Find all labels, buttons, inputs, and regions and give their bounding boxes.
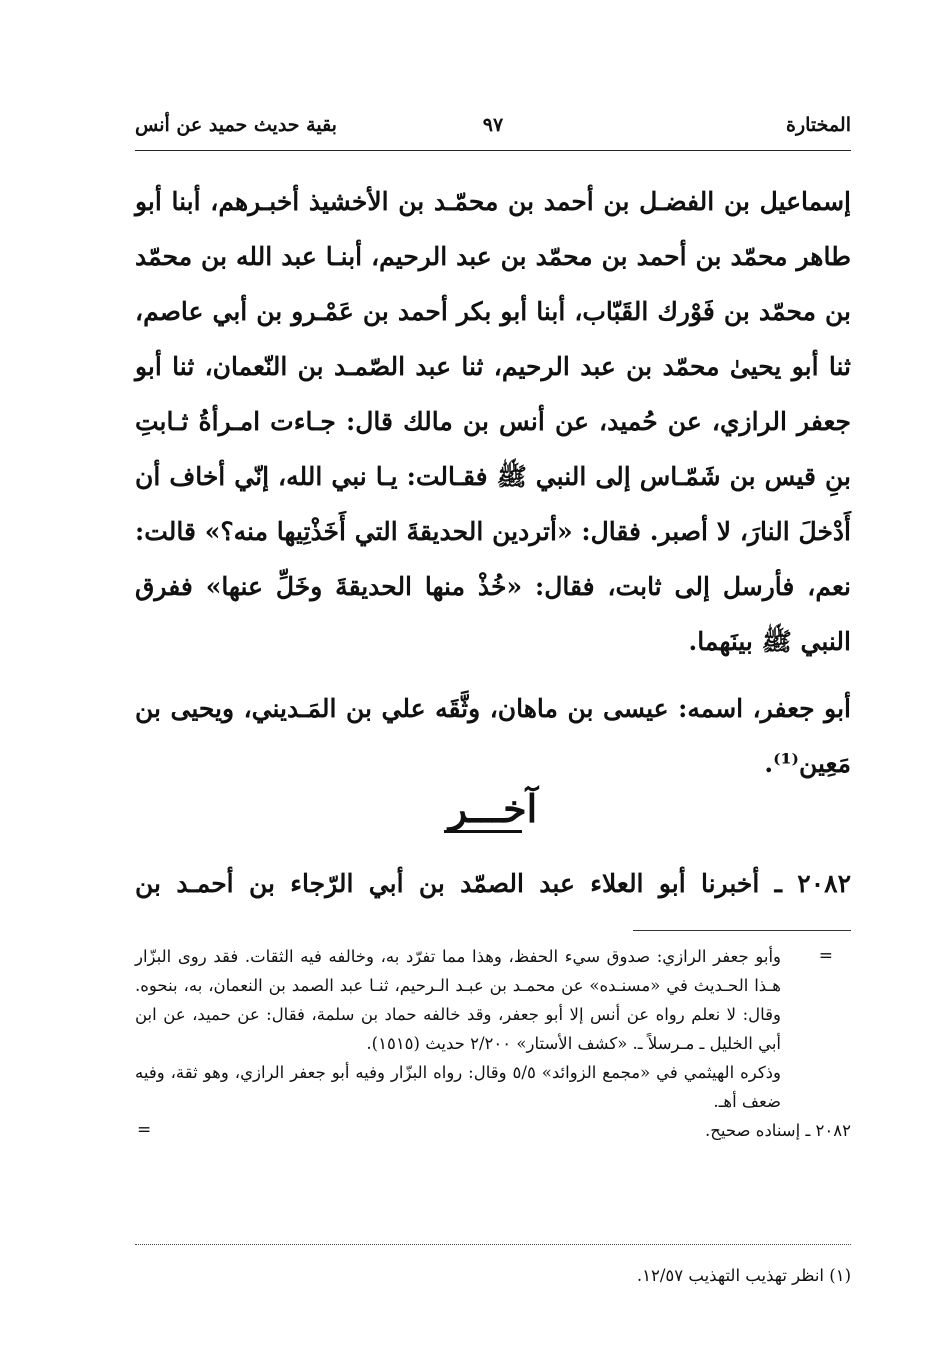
isnad-paragraph: إسماعيل بن الفضـل بن أحمد بن محمّـد بن الأخشيذ أخبـرهم، أبنا أبو طاهر محمّد بن أحمد بن محمّد بن عبد الرحيم، أبنـا عبد الله بن محمّد بن محمّد بن فَوْرك القَبّاب، أبنا أبو بكر أحمد بن عَمْـرو بن أبي عاصم، ثنا أبو يحيىٰ محمّد بن عبد الرحيم، ثنا عبد الصّمـد بن النّعمان، ثنا أبو جعفر الرازي، عن حُميد، عن أنس بن مالك قال: جـاءت امـرأةُ ثـابتِ بنِ قيس بن شَمّـاس إلى النبي ﷺ فقـالت: يـا نبي الله، إنّي أخاف أن أَدْخلَ النارَ، لا أصبر. فقال: «أتردين الحديقةَ التي أَخَذْتِيها منه؟» قالت: نعم، فأرسل إلى ثابت، فقال: «خُذْ منها الحديقةَ وخَلِّ عنها» ففرق النبي ﷺ بينَهما.: [135, 187, 851, 656]
section-title: آخـــر: [448, 786, 538, 831]
page-number: ٩٧: [482, 114, 504, 136]
header-rule: [135, 150, 851, 151]
footnote: (١) انظر تهذيب التهذيب ١٢/٥٧.: [636, 1266, 851, 1285]
note-text: ٢٠٨٢ ـ إسناده صحيح.: [705, 1121, 851, 1140]
footnote-separator: [135, 1244, 851, 1245]
note-continued: [135, 942, 851, 1058]
continuation-mark: =: [818, 946, 833, 966]
title-underline: [444, 830, 522, 833]
hadith-2082-start: ٢٠٨٢ ـ أخبرنا أبو العلاء عبد الصمّد بن أبي الرّجاء بن أحمـد بن: [135, 869, 851, 898]
main-text: [135, 174, 851, 791]
note-haythami: [135, 1058, 851, 1116]
running-header: [135, 108, 851, 148]
continuation-end-mark: =: [137, 1120, 152, 1140]
note-text: وذكره الهيثمي في «مجمع الزوائد» ٥/٥ وقال: رواه البزّار وفيه أبو جعفر الرازي، وهو ثقة، وفيه ضعف أهـ.: [135, 1063, 781, 1111]
notes-block: [135, 942, 851, 1145]
commentary-paragraph: أبو جعفر، اسمه: عيسى بن ماهان، وثَّقَه علي بن المَـديني، ويحيى بن مَعِين⁽¹⁾.: [135, 694, 851, 778]
notes-separator: [633, 930, 851, 931]
header-chapter-title: بقية حديث حميد عن أنس: [135, 114, 337, 136]
note-2082: [135, 1116, 851, 1145]
header-book-title: المختارة: [786, 114, 851, 136]
note-text: وأبو جعفر الرازي: صدوق سيء الحفظ، وهذا مما تفرّد به، وخالفه فيه الثقات. فقد روى البزّار هـذا الحـديث في «مسنـده» عن محمـد بن عبـد الـرحيم، ثنـا عبد الصمد بن النعمان، به، بنحوه. وقال: لا نعلم رواه عن أنس إلا أبو جعفر، وقد خالفه حماد بن سلمة، فقال: عن حميد، عن ابن أبي الخليل ـ مـرسلاً ـ. «كشف الأستار» ٢/٢٠٠ حديث (١٥١٥).: [135, 947, 781, 1053]
